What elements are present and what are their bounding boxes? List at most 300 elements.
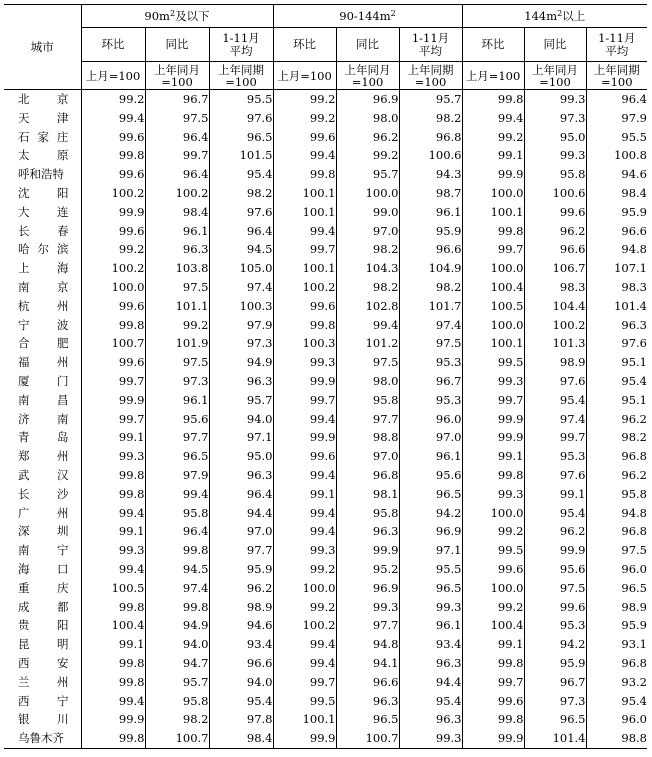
avg-base-header: 上年同期 =100 (399, 62, 462, 90)
city-name-text: 武 汉 (18, 467, 69, 482)
index-value: 98.0 (336, 372, 399, 391)
index-value: 95.4 (209, 165, 273, 184)
city-name-text: 大 连 (18, 204, 69, 219)
index-value: 96.5 (336, 710, 399, 729)
index-value: 99.9 (524, 541, 586, 560)
table-row (4, 240, 647, 259)
index-value: 96.8 (336, 466, 399, 485)
index-value: 99.8 (462, 654, 524, 673)
index-value: 99.7 (145, 146, 209, 165)
city-name (4, 673, 81, 692)
city-name (4, 391, 81, 410)
index-value: 99.6 (524, 598, 586, 617)
city-name (4, 654, 81, 673)
table-row (4, 165, 647, 184)
city-name (4, 240, 81, 259)
index-value: 95.5 (209, 90, 273, 109)
index-value: 99.7 (524, 428, 586, 447)
index-value: 99.8 (81, 598, 145, 617)
index-value: 97.4 (145, 579, 209, 598)
index-value: 103.8 (145, 259, 209, 278)
index-value: 96.2 (524, 522, 586, 541)
city-name (4, 522, 81, 541)
index-value: 97.9 (586, 109, 647, 128)
index-value: 98.3 (586, 278, 647, 297)
index-value: 94.1 (336, 654, 399, 673)
city-name (4, 692, 81, 711)
city-name-text: 沈 阳 (18, 185, 69, 200)
table-row (4, 466, 647, 485)
index-value: 97.1 (399, 541, 462, 560)
city-name (4, 541, 81, 560)
index-value: 98.9 (586, 598, 647, 617)
index-value: 97.5 (524, 579, 586, 598)
index-value: 98.2 (399, 109, 462, 128)
index-value: 96.0 (586, 560, 647, 579)
index-value: 100.3 (273, 334, 336, 353)
index-value: 94.6 (209, 616, 273, 635)
index-value: 99.8 (145, 541, 209, 560)
yoy-header: 同比 (336, 28, 399, 62)
index-value: 101.7 (399, 297, 462, 316)
index-value: 99.6 (524, 203, 586, 222)
index-value: 95.8 (336, 391, 399, 410)
index-value: 99.3 (399, 729, 462, 748)
index-value: 96.1 (399, 203, 462, 222)
table-row (4, 109, 647, 128)
index-value: 96.3 (586, 316, 647, 335)
city-name-text: 杭 州 (18, 298, 69, 313)
city-name-text: 上 海 (18, 261, 69, 276)
index-value: 100.0 (81, 278, 145, 297)
index-value: 100.1 (273, 259, 336, 278)
index-value: 97.4 (209, 278, 273, 297)
index-value: 99.9 (462, 428, 524, 447)
index-value: 97.6 (209, 109, 273, 128)
index-value: 99.4 (273, 410, 336, 429)
index-value: 94.7 (145, 654, 209, 673)
index-value: 95.4 (524, 391, 586, 410)
index-value: 97.5 (336, 353, 399, 372)
table-row (4, 334, 647, 353)
index-value: 99.8 (81, 485, 145, 504)
city-name (4, 109, 81, 128)
index-value: 101.4 (586, 297, 647, 316)
index-value: 99.3 (524, 146, 586, 165)
index-value: 96.5 (209, 128, 273, 147)
index-value: 99.4 (273, 522, 336, 541)
city-name-text: 太 原 (18, 148, 69, 163)
index-value: 95.1 (586, 391, 647, 410)
index-value: 97.5 (586, 541, 647, 560)
index-value: 101.9 (145, 334, 209, 353)
index-value: 99.4 (145, 485, 209, 504)
table-row (4, 692, 647, 711)
index-value: 95.3 (399, 391, 462, 410)
index-value: 99.2 (145, 316, 209, 335)
index-value: 96.4 (145, 128, 209, 147)
index-value: 98.0 (336, 109, 399, 128)
index-value: 94.8 (336, 635, 399, 654)
index-value: 95.9 (586, 616, 647, 635)
city-name-text: 昆 明 (18, 637, 69, 652)
index-value: 99.5 (462, 541, 524, 560)
index-value: 95.4 (586, 372, 647, 391)
index-value: 100.8 (586, 146, 647, 165)
index-value: 99.9 (81, 203, 145, 222)
table-row (4, 485, 647, 504)
index-value: 100.6 (399, 146, 462, 165)
index-value: 101.2 (336, 334, 399, 353)
index-value: 97.6 (524, 372, 586, 391)
city-name (4, 579, 81, 598)
index-value: 97.9 (209, 316, 273, 335)
index-value: 96.6 (524, 240, 586, 259)
index-value: 97.4 (399, 316, 462, 335)
city-name-text: 长 沙 (18, 486, 69, 501)
index-value: 99.9 (336, 541, 399, 560)
index-value: 94.4 (209, 504, 273, 523)
index-value: 97.0 (336, 447, 399, 466)
index-value: 99.2 (336, 146, 399, 165)
index-value: 96.9 (336, 90, 399, 109)
index-value: 94.0 (209, 410, 273, 429)
city-name (4, 635, 81, 654)
mom-header: 环比 (273, 28, 336, 62)
city-name (4, 504, 81, 523)
index-value: 99.7 (81, 410, 145, 429)
index-value: 100.1 (462, 203, 524, 222)
table-row (4, 353, 647, 372)
table-row (4, 316, 647, 335)
table-row (4, 673, 647, 692)
index-value: 96.1 (145, 391, 209, 410)
index-value: 99.4 (462, 109, 524, 128)
avg-header: 1-11月 平均 (209, 28, 273, 62)
city-name (4, 560, 81, 579)
index-value: 99.8 (81, 466, 145, 485)
index-value: 98.2 (145, 710, 209, 729)
city-name-text: 海 口 (18, 561, 69, 576)
index-value: 99.6 (81, 297, 145, 316)
index-value: 99.9 (273, 428, 336, 447)
table-row (4, 654, 647, 673)
index-value: 99.8 (462, 222, 524, 241)
city-name (4, 710, 81, 729)
index-value: 97.6 (209, 203, 273, 222)
index-value: 97.3 (524, 692, 586, 711)
index-value: 95.4 (524, 504, 586, 523)
index-value: 99.3 (81, 541, 145, 560)
index-value: 107.1 (586, 259, 647, 278)
index-value: 96.7 (145, 90, 209, 109)
index-value: 95.9 (586, 203, 647, 222)
index-value: 95.1 (586, 353, 647, 372)
index-value: 100.4 (462, 278, 524, 297)
index-value: 101.3 (524, 334, 586, 353)
index-value: 97.0 (399, 428, 462, 447)
index-value: 94.9 (145, 616, 209, 635)
index-value: 99.2 (273, 90, 336, 109)
index-value: 100.0 (462, 316, 524, 335)
index-value: 99.7 (462, 673, 524, 692)
index-value: 93.4 (209, 635, 273, 654)
index-value: 95.9 (209, 560, 273, 579)
index-value: 99.2 (462, 598, 524, 617)
table-row (4, 410, 647, 429)
index-value: 99.3 (399, 598, 462, 617)
index-value: 99.1 (81, 428, 145, 447)
index-value: 95.7 (209, 391, 273, 410)
city-name-text: 西 宁 (18, 693, 69, 708)
avg-header: 1-11月 平均 (586, 28, 647, 62)
index-value: 100.5 (81, 579, 145, 598)
city-name (4, 372, 81, 391)
index-value: 95.9 (524, 654, 586, 673)
index-value: 96.6 (399, 240, 462, 259)
index-value: 99.8 (81, 729, 145, 748)
mom-base-header: 上月=100 (462, 62, 524, 90)
index-value: 99.2 (273, 560, 336, 579)
city-name (4, 297, 81, 316)
city-name (4, 259, 81, 278)
index-value: 99.3 (462, 485, 524, 504)
index-value: 99.9 (273, 372, 336, 391)
price-index-table (4, 4, 647, 749)
city-name-text: 济 南 (18, 411, 69, 426)
index-value: 96.8 (586, 654, 647, 673)
index-value: 95.0 (209, 447, 273, 466)
city-name-text: 长 春 (18, 223, 69, 238)
table-row (4, 146, 647, 165)
index-value: 99.9 (81, 391, 145, 410)
index-value: 94.2 (399, 504, 462, 523)
index-value: 97.3 (524, 109, 586, 128)
index-value: 96.2 (336, 128, 399, 147)
index-value: 99.8 (273, 165, 336, 184)
group-header-medium: $90-144m^2$ (273, 5, 462, 28)
city-name (4, 165, 81, 184)
index-value: 100.2 (273, 278, 336, 297)
index-value: 97.6 (586, 334, 647, 353)
index-value: 98.4 (209, 729, 273, 748)
index-value: 99.8 (145, 598, 209, 617)
index-value: 94.6 (586, 165, 647, 184)
table-row (4, 259, 647, 278)
city-name-text: 石 家 庄 (18, 129, 69, 144)
index-value: 100.1 (273, 203, 336, 222)
table-body (4, 90, 647, 749)
index-value: 99.4 (273, 466, 336, 485)
index-value: 96.4 (145, 165, 209, 184)
index-value: 99.3 (81, 447, 145, 466)
index-value: 96.0 (586, 710, 647, 729)
index-value: 94.0 (145, 635, 209, 654)
city-name-text: 呼和浩特 (18, 167, 64, 182)
city-name (4, 316, 81, 335)
index-value: 95.4 (586, 692, 647, 711)
city-name (4, 128, 81, 147)
yoy-header: 同比 (524, 28, 586, 62)
avg-base-header: 上年同期 =100 (209, 62, 273, 90)
index-value: 98.1 (336, 485, 399, 504)
index-value: 95.8 (145, 692, 209, 711)
group-header-small: $90m^2$及以下 (81, 5, 273, 28)
table-row (4, 504, 647, 523)
city-name-text: 南 宁 (18, 543, 69, 558)
table-row (4, 635, 647, 654)
city-name (4, 466, 81, 485)
table-row (4, 522, 647, 541)
index-value: 99.5 (462, 353, 524, 372)
index-value: 100.2 (524, 316, 586, 335)
index-value: 95.5 (586, 128, 647, 147)
index-value: 99.2 (81, 90, 145, 109)
index-value: 99.5 (273, 692, 336, 711)
index-value: 94.8 (586, 240, 647, 259)
index-value: 101.4 (524, 729, 586, 748)
index-value: 99.1 (273, 485, 336, 504)
index-value: 95.9 (399, 222, 462, 241)
index-value: 98.3 (524, 278, 586, 297)
index-value: 100.0 (462, 504, 524, 523)
index-value: 99.6 (273, 297, 336, 316)
table-row (4, 203, 647, 222)
index-value: 97.7 (336, 410, 399, 429)
index-value: 99.7 (81, 372, 145, 391)
index-value: 95.6 (145, 410, 209, 429)
index-value: 98.9 (209, 598, 273, 617)
index-value: 104.4 (524, 297, 586, 316)
index-value: 100.2 (81, 259, 145, 278)
city-name (4, 447, 81, 466)
index-value: 99.6 (81, 165, 145, 184)
index-value: 96.5 (399, 579, 462, 598)
city-name (4, 616, 81, 635)
index-value: 96.0 (399, 410, 462, 429)
table-row (4, 447, 647, 466)
index-value: 96.1 (399, 447, 462, 466)
index-value: 95.2 (336, 560, 399, 579)
index-value: 96.3 (399, 654, 462, 673)
index-value: 99.7 (462, 240, 524, 259)
index-value: 105.0 (209, 259, 273, 278)
city-name-text: 宁 波 (18, 317, 69, 332)
index-value: 95.8 (336, 504, 399, 523)
index-value: 95.8 (145, 504, 209, 523)
index-value: 99.7 (273, 391, 336, 410)
index-value: 99.8 (81, 654, 145, 673)
index-value: 93.1 (586, 635, 647, 654)
index-value: 94.3 (399, 165, 462, 184)
index-value: 100.1 (273, 710, 336, 729)
index-value: 96.3 (399, 710, 462, 729)
city-name-text: 成 都 (18, 599, 69, 614)
table-row (4, 710, 647, 729)
city-name-text: 银 川 (18, 712, 69, 727)
yoy-base-header: 上年同月 =100 (524, 62, 586, 90)
index-value: 95.5 (399, 560, 462, 579)
city-name-text: 青 岛 (18, 430, 69, 445)
avg-header: 1-11月 平均 (399, 28, 462, 62)
index-value: 96.5 (399, 485, 462, 504)
index-value: 99.4 (273, 222, 336, 241)
index-value: 93.4 (399, 635, 462, 654)
index-value: 95.4 (209, 692, 273, 711)
index-value: 97.4 (524, 410, 586, 429)
index-value: 99.8 (462, 710, 524, 729)
index-value: 97.5 (399, 334, 462, 353)
mom-header: 环比 (462, 28, 524, 62)
yoy-base-header: 上年同月 =100 (336, 62, 399, 90)
index-value: 96.2 (524, 222, 586, 241)
index-value: 99.2 (462, 522, 524, 541)
index-value: 100.0 (462, 579, 524, 598)
index-value: 99.8 (81, 146, 145, 165)
index-value: 96.6 (586, 222, 647, 241)
index-value: 99.2 (462, 128, 524, 147)
mom-base-header: 上月=100 (273, 62, 336, 90)
index-value: 95.7 (399, 90, 462, 109)
index-value: 96.5 (145, 447, 209, 466)
city-name-text: 乌鲁木齐 (18, 731, 64, 746)
index-value: 95.0 (524, 128, 586, 147)
table-row (4, 579, 647, 598)
index-value: 96.5 (586, 579, 647, 598)
index-value: 99.9 (273, 729, 336, 748)
mom-header: 环比 (81, 28, 145, 62)
index-value: 96.7 (399, 372, 462, 391)
index-value: 94.4 (399, 673, 462, 692)
index-value: 99.2 (273, 109, 336, 128)
city-name-text: 兰 州 (18, 674, 69, 689)
index-value: 96.3 (209, 466, 273, 485)
table-row (4, 616, 647, 635)
index-value: 96.2 (209, 579, 273, 598)
city-name-text: 贵 阳 (18, 618, 69, 633)
table-header (4, 5, 647, 90)
table-row (4, 184, 647, 203)
index-value: 99.0 (336, 203, 399, 222)
city-name (4, 146, 81, 165)
index-value: 99.4 (273, 504, 336, 523)
index-value: 96.7 (524, 673, 586, 692)
mom-base-header: 上月=100 (81, 62, 145, 90)
index-value: 97.1 (209, 428, 273, 447)
index-value: 95.8 (524, 165, 586, 184)
index-value: 104.3 (336, 259, 399, 278)
group-header-large: $144m^2$以上 (462, 5, 647, 28)
table-row (4, 598, 647, 617)
index-value: 98.2 (399, 278, 462, 297)
index-value: 99.6 (273, 447, 336, 466)
index-value: 101.1 (145, 297, 209, 316)
table-row (4, 278, 647, 297)
index-value: 95.8 (586, 485, 647, 504)
index-value: 99.9 (462, 165, 524, 184)
city-column-header: 城市 (4, 5, 81, 90)
index-value: 99.6 (81, 353, 145, 372)
table-row (4, 391, 647, 410)
city-name (4, 598, 81, 617)
index-value: 97.5 (145, 109, 209, 128)
city-name-text: 西 安 (18, 655, 69, 670)
city-name (4, 203, 81, 222)
index-value: 102.8 (336, 297, 399, 316)
index-value: 99.8 (462, 466, 524, 485)
table-row (4, 128, 647, 147)
city-name (4, 334, 81, 353)
